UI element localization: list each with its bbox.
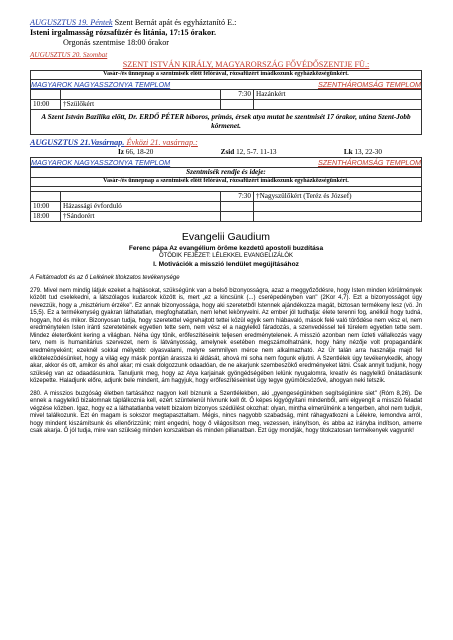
table-row (31, 201, 421, 211)
eg-paragraph-280: 280. A misszios buzgóság életben tartásához nagyon kell bíznunk a Szentlélekben, aki „gyengeségünkben segítségünkre siet" (Róm 8,26). De ennek a nagylelkű bizalomnak táplálkoznia kell, ezért szüntelenül hívnunk kell őt. Ő képes kigyógyítani mindenből, ami elgyengít a misszió feladat végzése közben. Igaz, hogy ez a láthatatlanba vetett bizalom bizonyos szédülést okozhat: olyan, mintha elmerülnénk a tengerben, ahol nem tudjuk, mivel találkozunk. Ezt én magam is sokszor megtapasztaltam. Mégis, nincs nagyobb szabadság, mint ráhagyatkozni a Lélekre, lemondva arról, hogy mindent kiszámítsunk és ellenőrizzünk; mint engedni, hogy ő világosítson meg, vezessen, irányítson, és abba az irányba indítson, amerre csak akarja. Ő jól tudja, mire van szükség minden korszakban és minden pillanatban. Ezt úgy mondják, hogy titokzatosan termékenyek vagyunk! (30, 390, 422, 435)
time-cell (221, 99, 254, 109)
reading-ref: 12, 5-7. 11-13 (234, 148, 277, 156)
aug20-church2: SZENTHÁROMSÁG TEMPLOM (317, 79, 421, 89)
aug21-block (30, 138, 422, 222)
reading-ref: 66, 18-20 (124, 148, 154, 156)
intention-cell: †Nagyszülőkért (Teréz és József) (254, 191, 422, 201)
intention-cell (254, 99, 422, 109)
intention-cell (61, 89, 221, 99)
intention-cell: Hazánkért (254, 89, 422, 99)
table-row (31, 211, 421, 221)
intention-cell: Házassági évforduló (61, 201, 221, 211)
intention-cell: †Sándorért (61, 211, 221, 221)
time-cell (31, 191, 61, 201)
aug21-church1: MAGYAROK NAGYASSZONYA TEMPLOM (31, 158, 171, 167)
time-cell: 7:30 (221, 191, 254, 201)
aug21-vigil: Vasár-/és ünnepnap a szentmisék előtt félórával, rózsafüzért imádkozunk egyházközségünkért. (31, 178, 421, 187)
aug19-date: AUGUSZTUS 19. Péntek (30, 18, 113, 27)
aug21-church2: SZENTHÁROMSÁG TEMPLOM (317, 158, 421, 167)
intention-cell: †Szülőkért (61, 99, 221, 109)
table-row (31, 191, 421, 201)
aug21-sunday: Évközi 21. vasárnap.: (124, 138, 198, 147)
aug20-vigil: Vasár-/és ünnepnap a szentmisék előtt félórával, rózsafüzért imádkozunk egyházközségünkért. (31, 71, 421, 80)
eg-title: Evangelii Gaudium (181, 230, 271, 243)
eg-section: I. Motivációk a misszió lendület megújításához (153, 260, 299, 268)
time-cell: 10:00 (31, 99, 61, 109)
time-cell (221, 211, 254, 221)
eg-block (30, 231, 422, 436)
bulletin-page (30, 18, 422, 436)
eg-subsection: A Feltámadott és az ő Lelkének titokzatos tevékenysége (30, 275, 180, 281)
aug20-date: AUGUSZTUS 20. Szombat (30, 51, 108, 59)
aug21-schedule (31, 191, 421, 221)
eg-paragraph-279: 279. Mivel nem mindig látjuk ezeket a hajtásokat, szükségünk van a belső bizonyosságra, azaz a meggyőződésre, hogy Isten minden körülmények között tud cselekedni, a látszólagos kudarcok között is, mert „ez a kincsünk (...) cserépedényben van" (2Kor 4,7). Ezt a bizonyosságot úgy nevezzük, hogy a „misztérium érzéke". Ez annak bizonyossága, hogy aki szeretetből Istennek ajándékozza magát, biztosan termékeny lesz (vö. Jn 15,5). Ez a termékenység gyakran láthatatlan, megfoghatatlan, nem lehet lekönyvelni. Az ember jól tudhatja: élete terenni fog, anélkül hogy tudná, hogyan, hol és mikor. Bizonyosan tudja, hogy szeretettel végrehajtott tettei közül egyik sem hiábavaló, mások felé való törődése nem vész el, nem eredménytelen Isten iránti szeretetének egyetlen tette sem, nem vész el a nagylelkű fáradozás, a szenvedéssel teli türelem egyetlen tette sem. Mindez életerőként kering a világban. Néha úgy tűnik, erőfeszítéseink teljesen eredménytelenek. A misszió azonban nem üzleti vállalkozás vagy terv, nem is humanitárius szervezet, nem is látványosság, amelynek esetében megszámolhatnánk, hogy hány nézője volt propagandánk eredményeként; ezeknél sokkal mélyebb: olyasvalami, melyre semmilyen mérce nem alkalmazható. Az Úr talán arra használja majd fel elkötelezödésünket, hogy a világ egy másik pontján árassza ki áldását, ahová mi soha nem fogunk eljutni. A Szentlélek úgy tevékenykedik, ahogy akar, akkor és ott, amikor és ahol akar; mi csak dolgozzunk odaadóan, de ne akarjunk szembeszökő eredményeket látni. Csak annyit tudjunk, hogy szükség van az odaadásunkra. Tanuljunk meg, hogy az Atya karjainak gyöngédségében lelünk nyugalomra, kreatív és nagylelkű önátadásunk közepette. Haladjunk előre, adjunk bele mindent, ám hagyjuk, hogy erőfeszítéseinket úgy tegye gyümölcsözővé, ahogyan neki tetszik. (30, 287, 422, 385)
reading-label: Iz (118, 148, 124, 156)
aug19-line2: Orgonás szentmise 18:00 órakor (63, 38, 170, 47)
aug21-date: AUGUSZTUS 21.Vasárnap. (30, 138, 125, 147)
intention-cell (61, 191, 221, 201)
intention-cell (254, 201, 422, 211)
reading-label: Zsid (220, 148, 235, 156)
time-cell: 7:30 (221, 89, 254, 99)
eg-subtitle: Ferenc pápa Az evangélium öröme kezdetű apostoli buzdítása (128, 244, 324, 252)
aug19-feast: Szent Bernát apát és egyháztanító E.: (112, 18, 237, 27)
aug21-order: Szentmisék rendje és ideje: (31, 168, 421, 178)
aug20-schedule (31, 89, 421, 110)
aug19-block (30, 18, 422, 48)
reading-ref: 13, 22-30 (352, 148, 382, 156)
aug20-block (30, 51, 422, 135)
aug20-church1: MAGYAROK NAGYASSZONYA TEMPLOM (31, 79, 171, 89)
time-cell: 18:00 (31, 211, 61, 221)
table-row (31, 89, 421, 99)
aug21-readings (30, 148, 422, 157)
aug19-line1: Isteni irgalmasság rózsafüzér és litánia, 17:15 órakor. (30, 28, 217, 37)
time-cell: 10:00 (31, 201, 61, 211)
eg-chapter: ÖTÖDIK FEJEZET: LÉLEKKEL EVANGELIZÁLÓK (158, 253, 294, 259)
aug20-note: A Szent István Bazilika előtt, Dr. ERDŐ PÉTER bíboros, prímás, érsek atya mutat be szentmisét 17 órakor, utána Szent-Jobb körmenet. (31, 109, 421, 134)
table-row (31, 99, 421, 109)
time-cell (221, 201, 254, 211)
aug20-feast: SZENT ISTVÁN KIRÁLY, MAGYARORSZÁG FŐVÉDŐSZENTJE FÜ.: (122, 60, 370, 69)
intention-cell (254, 211, 422, 221)
time-cell (31, 89, 61, 99)
reading-label: Lk (343, 148, 353, 156)
